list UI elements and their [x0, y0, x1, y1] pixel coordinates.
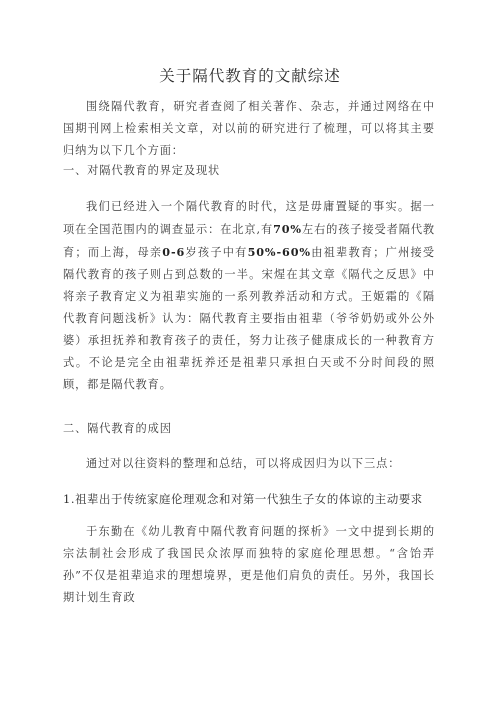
document-title: 关于隔代教育的文献综述: [159, 67, 341, 85]
stat-age-range: 0-6: [162, 245, 186, 259]
text-span: 左右的孩子接受者隔代教育；而上海，母亲: [63, 223, 435, 259]
section1-heading: 一、对隔代教育的界定及现状: [63, 164, 221, 177]
section2-intro: 通过对以往资料的整理和总结，可以将成因归为以下三点：: [86, 457, 401, 470]
section2-point1-heading: 1.祖辈出于传统家庭伦理观念和对第一代独生子女的体谅的主动要求: [63, 492, 423, 506]
text-span: 我们已经进入一个隔代教育的时代，这是毋庸置疑的事实。据一项在全国范围内的调查显示：在北京,有: [63, 200, 435, 236]
text-span: 由祖辈教育；广州接受隔代教育的孩子则占到总数的一半。宋煋在其文章《隔代之反思》中将亲子教育定义为祖辈实施的一系列教养活动和方式。王姬霜的《隔代教育问题浅析》认为：隔代教育主要指由祖辈（爷爷奶奶或外公外婆）承担抚养和教育孩子的责任，努力让孩子健康成长的一种教育方式。不论是完全由祖辈抚养还是祖辈只承担白天或不分时间段的照顾，都是隔代教育。: [63, 246, 435, 391]
section1-paragraph: [63, 196, 435, 396]
intro-paragraph: 围绕隔代教育，研究者查阅了相关著作、杂志，并通过网络在中国期刊网上检索相关文章，对以前的研究进行了梳理，可以将其主要归纳为以下几个方面：: [63, 100, 435, 157]
section2-point1-paragraph: 于东勤在《幼儿教育中隔代教育问题的探析》一文中提到长期的宗法制社会形成了我国民众浓厚而独特的家庭伦理思想。“含饴弄孙”不仅是祖辈追求的理想境界，更是他们肩负的责任。另外，我国长期计划生育政: [63, 525, 435, 604]
stat-beijing: 70%: [273, 222, 302, 236]
text-span: 岁孩子中有: [185, 246, 248, 259]
stat-shanghai: 50%-60%: [247, 245, 311, 259]
section2-heading: 二、隔代教育的成因: [63, 422, 172, 435]
